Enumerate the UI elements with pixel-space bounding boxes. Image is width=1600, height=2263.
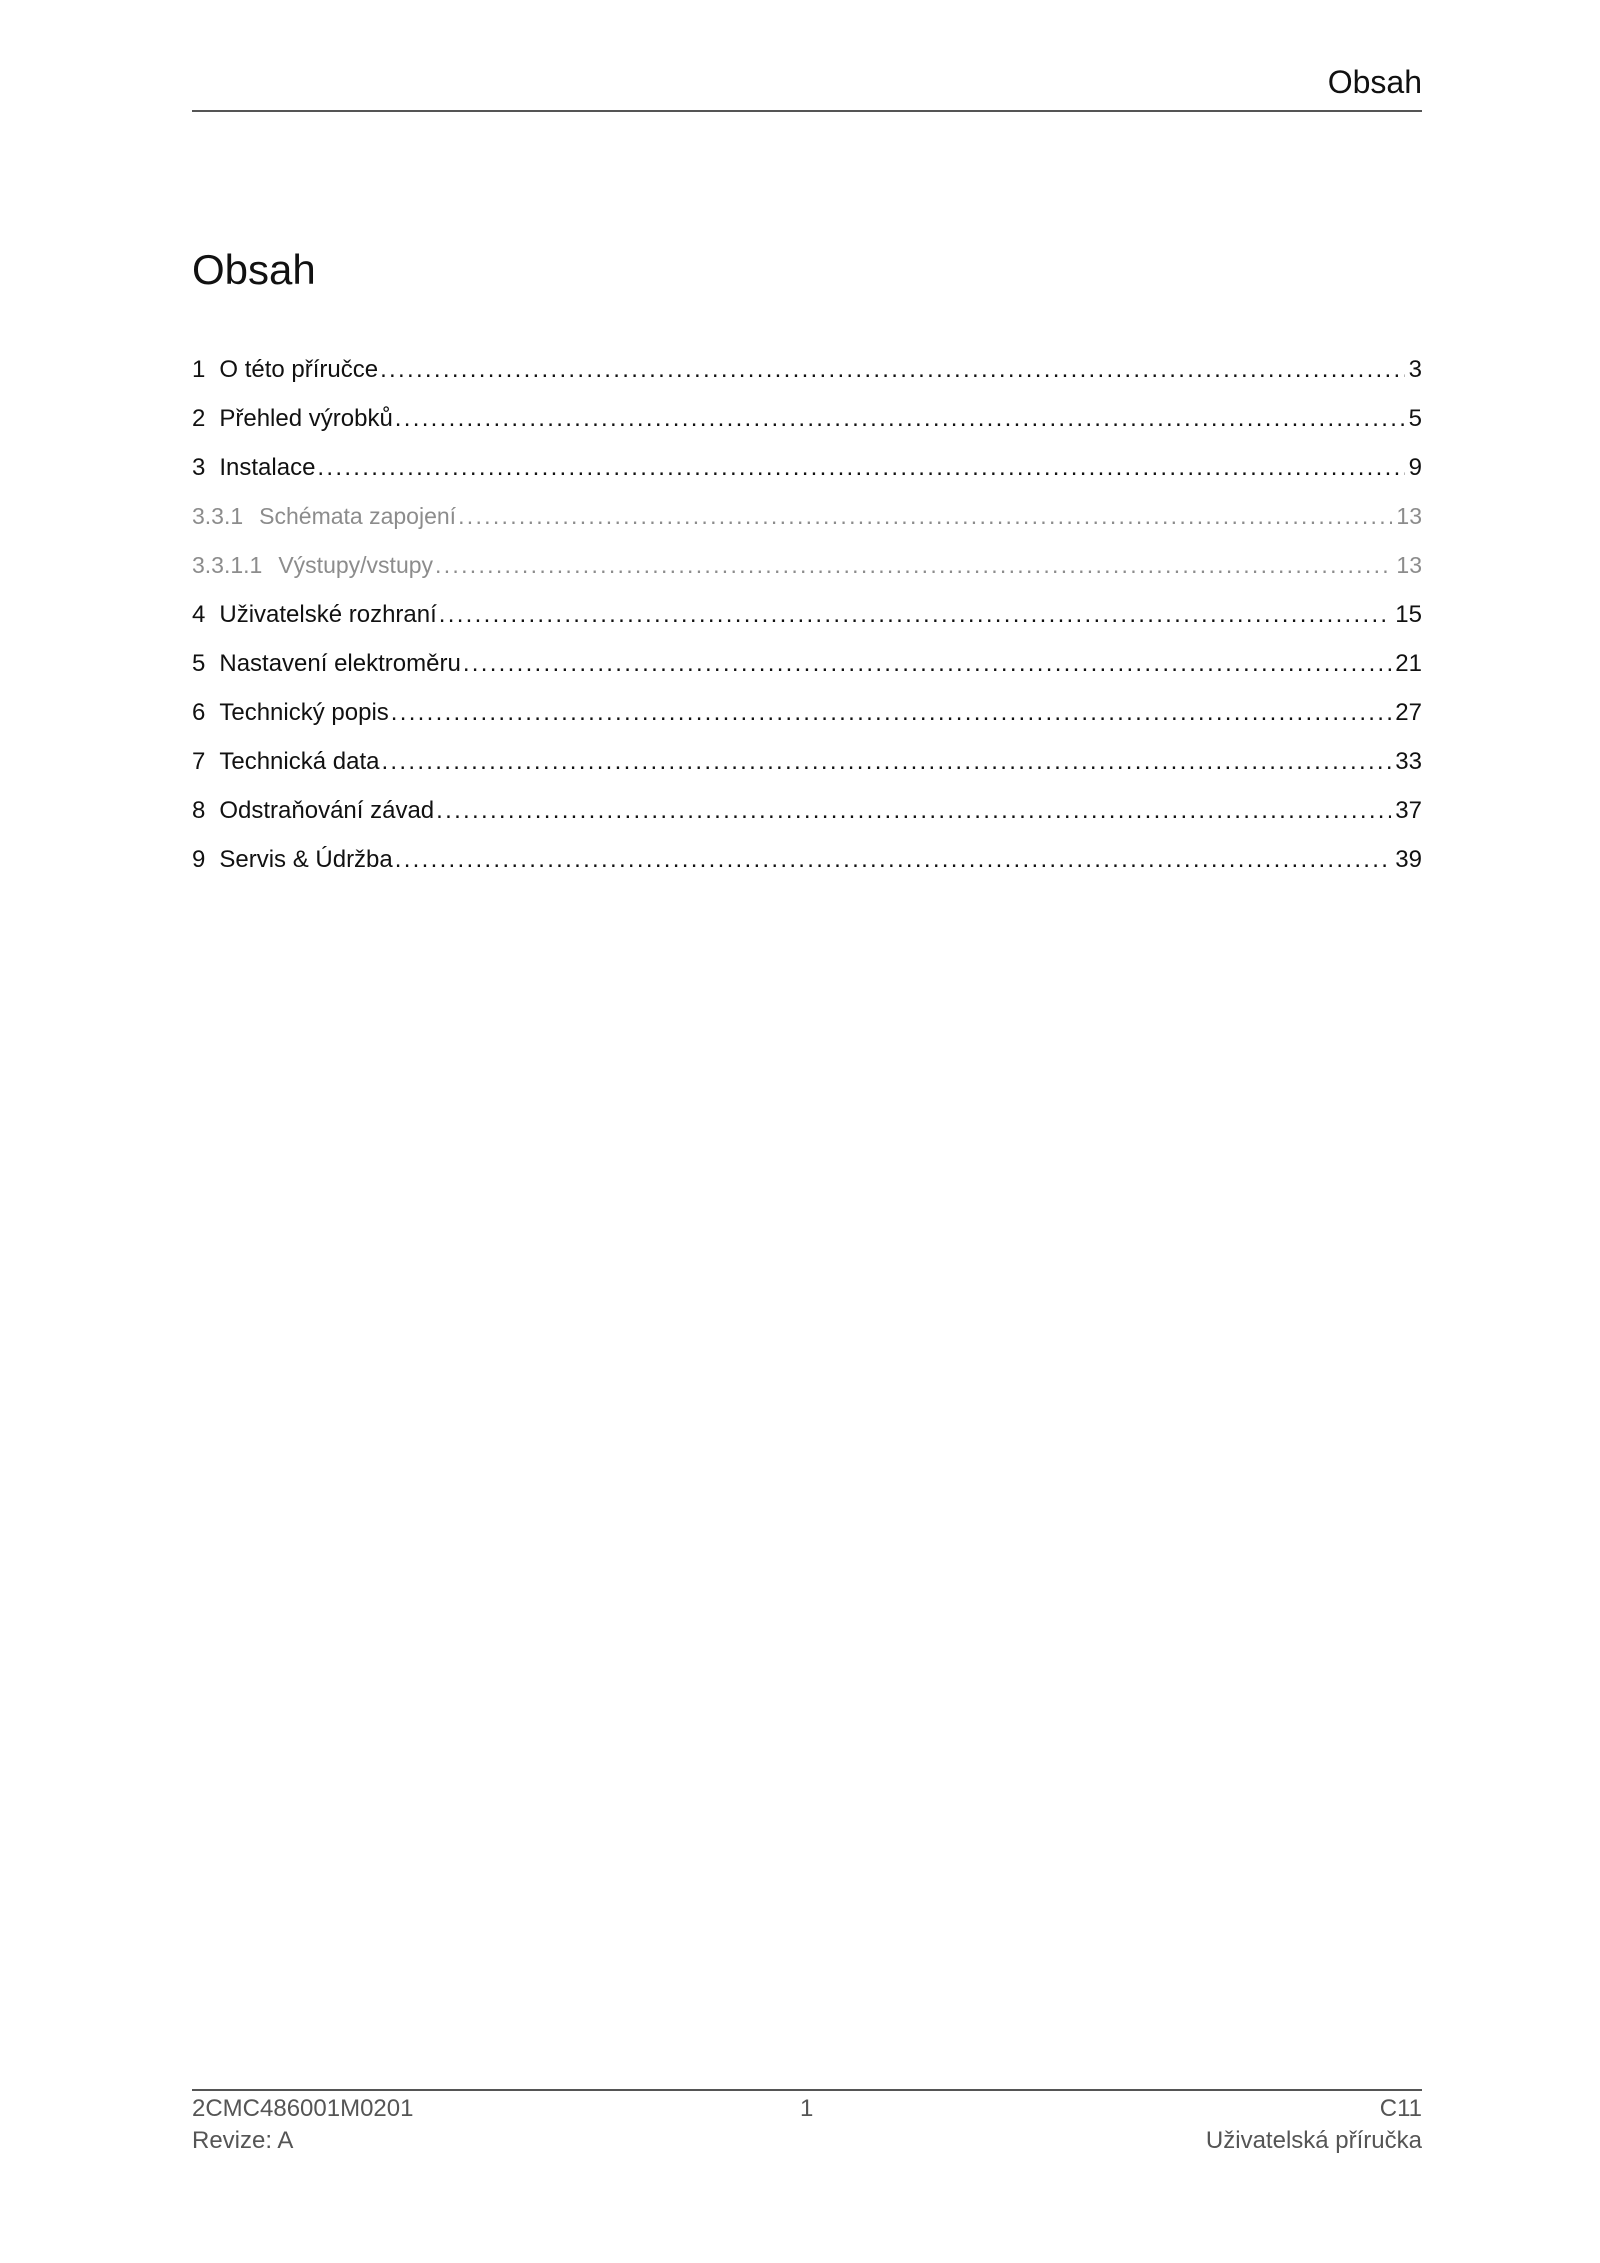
toc-entry-title: Přehled výrobků xyxy=(219,405,393,432)
toc-entry-page: 37 xyxy=(1395,797,1422,824)
toc-entry[interactable] xyxy=(192,797,1422,846)
toc-entry[interactable] xyxy=(192,699,1422,748)
toc-entry-number: 2 xyxy=(192,405,206,432)
toc-entry-page: 9 xyxy=(1408,454,1422,481)
toc-entry-page: 27 xyxy=(1395,699,1422,726)
toc-entry-page: 39 xyxy=(1395,846,1422,873)
toc-entry-number: 7 xyxy=(192,748,206,775)
toc-entry-title: O této příručce xyxy=(219,356,379,383)
toc-entry-number: 6 xyxy=(192,699,206,726)
toc-entry-page: 13 xyxy=(1396,503,1422,529)
toc-entry-number: 3 xyxy=(192,454,206,481)
toc-entry-page: 3 xyxy=(1408,356,1422,383)
toc-dot-leader xyxy=(458,503,1392,530)
page-footer xyxy=(192,2089,1422,2154)
toc-subentry[interactable] xyxy=(192,503,1422,552)
toc-entry-number: 1 xyxy=(192,356,206,383)
toc-subentry[interactable] xyxy=(192,552,1422,601)
toc-entry-page: 21 xyxy=(1395,650,1422,677)
toc-entry-title: Technická data xyxy=(219,748,380,775)
toc-entry-page: 5 xyxy=(1408,405,1422,432)
toc-entry[interactable] xyxy=(192,405,1422,454)
footer-product: C11 xyxy=(1379,2095,1422,2122)
toc-dot-leader xyxy=(436,797,1391,825)
footer-doc-number: 2CMC486001M0201 xyxy=(192,2095,414,2122)
header-title: Obsah xyxy=(1327,64,1422,100)
toc-entry-page: 33 xyxy=(1395,748,1422,775)
toc-dot-leader xyxy=(395,846,1392,874)
toc-entry[interactable] xyxy=(192,748,1422,797)
toc-entry[interactable] xyxy=(192,356,1422,405)
footer-doc-type: Uživatelská příručka xyxy=(1205,2127,1422,2154)
toc-entry-number: 8 xyxy=(192,797,206,824)
toc-entry-number: 3.3.1.1 xyxy=(192,552,263,578)
toc-entry-page: 15 xyxy=(1395,601,1422,628)
toc-entry-number: 9 xyxy=(192,846,206,873)
toc-entry-title: Schémata zapojení xyxy=(259,503,457,529)
toc-entry-title: Výstupy/vstupy xyxy=(278,552,434,578)
toc-entry-page: 13 xyxy=(1396,552,1422,578)
toc-entry-title: Servis & Údržba xyxy=(219,846,393,873)
toc-dot-leader xyxy=(391,699,1392,727)
toc-dot-leader xyxy=(463,650,1391,678)
toc-entry-title: Nastavení elektroměru xyxy=(219,650,461,677)
toc-dot-leader xyxy=(380,356,1405,384)
toc-entry-title: Odstraňování závad xyxy=(219,797,435,824)
toc-entry-title: Technický popis xyxy=(219,699,389,726)
page-title: Obsah xyxy=(192,246,316,293)
toc-entry-number: 5 xyxy=(192,650,206,677)
toc-entry-number: 4 xyxy=(192,601,206,628)
table-of-contents xyxy=(192,356,1422,895)
toc-entry[interactable] xyxy=(192,454,1422,503)
toc-dot-leader xyxy=(317,454,1404,482)
toc-dot-leader xyxy=(435,552,1392,579)
toc-dot-leader xyxy=(381,748,1391,776)
footer-page-number: 1 xyxy=(800,2095,814,2122)
toc-entry-title: Uživatelské rozhraní xyxy=(219,601,437,628)
toc-entry[interactable] xyxy=(192,650,1422,699)
toc-entry[interactable] xyxy=(192,601,1422,650)
toc-dot-leader xyxy=(395,405,1405,433)
page-header xyxy=(192,60,1422,112)
toc-dot-leader xyxy=(439,601,1392,629)
footer-revision: Revize: A xyxy=(192,2127,294,2154)
toc-entry-title: Instalace xyxy=(219,454,316,481)
toc-entry-number: 3.3.1 xyxy=(192,503,244,529)
toc-entry[interactable] xyxy=(192,846,1422,895)
